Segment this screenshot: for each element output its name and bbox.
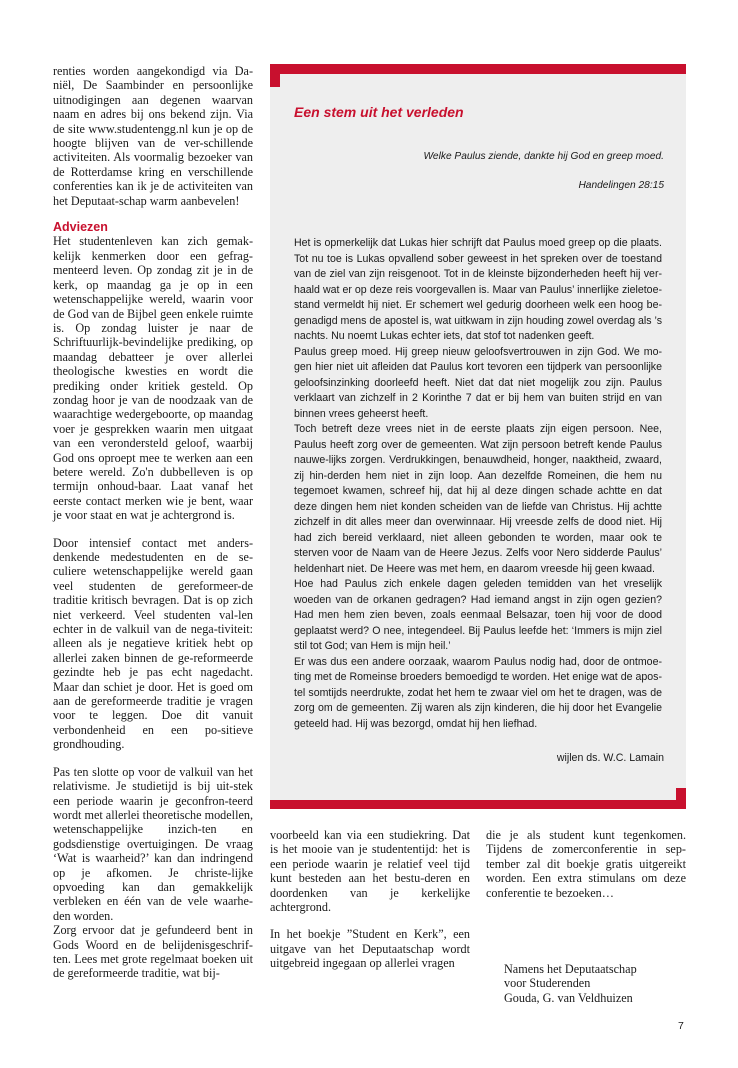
box-title: Een stem uit het verleden <box>294 104 464 120</box>
box-paragraph: Er was dus een andere oorzaak, waarom Paulus nodig had, door de ontmoe-ting met de Romeinse broeders bemoedigd te worden. Het enige wat de apos-tel somtijds neerdrukte, zodat het hem te zwaar viel om het te dragen, was de zorg om de gemeenten. Zij waren als zijn kinderen, die hij door het Evangelie geteeld had. Hij was bezorgd, omdat hij hen liefhad. <box>294 655 662 730</box>
box-author: wijlen ds. W.C. Lamain <box>556 752 664 764</box>
signature-line: voor Studerenden <box>504 976 591 991</box>
box-top-border <box>270 64 686 74</box>
signature-line: Namens het Deputaatschap <box>504 962 637 976</box>
body-paragraph: voorbeeld kan via een studiekring. Dat is het mooie van je studententijd: het is een periode waarin je relatief veel tijd kunt besteden aan het bestu-deren en doordenken van je kerkelijke achtergrond. <box>270 828 470 915</box>
left-column <box>53 64 253 981</box>
box-paragraph: Paulus greep moed. Hij greep nieuw geloofsvertrouwen in zijn God. We mo-gen hier niet uit afleiden dat Paulus kort tevoren een tijdperk van persoonlijke geloofsinzinking doorleefd heeft. Niet dat dat niet mogelijk zou zijn. Paulus verklaart van zichzelf in 2 Korinthe 7 dat er bij hem van buiten strijd en van binnen vrees geheerst heeft. <box>294 345 662 420</box>
body-paragraph: Het studentenleven kan zich gemak-kelijk kenmerken door een gefrag-menteerd leven. Op zondag zit je in de kerk, op maandag ga je op in een wetenschappelijke wereld, waarin voor de God van de Bijbel geen enkele ruimte is. Op zondag luister je naar de Schriftuurlijk-bevindelijke prediking, op maandag debatteer je over allerlei theologische kwesties en wordt die prediking onder kritiek gesteld. Op zondag hoor je van de noodzaak van de waarachtige wedergeboorte, op maandag voer je gesprekken waarin men uitgaat van een verondersteld geloof, waarbij God ons oproept mee te werken aan een betere wereld. Zo'n dubbelleven is op termijn onhoud-baar. Laat vanaf het eerste contact merken wie je bent, waar je voor staat en wat je achtergrond is. <box>53 234 253 523</box>
body-paragraph: Zorg ervoor dat je gefundeerd bent in Gods Woord en de belijdenisgeschrif-ten. Lees met grote regelmaat boeken uit de gereformeerde traditie, wat bij- <box>53 923 253 981</box>
section-heading-adviezen: Adviezen <box>53 220 108 235</box>
right-column <box>486 828 686 900</box>
box-body <box>294 236 662 732</box>
box-paragraph: Hoe had Paulus zich enkele dagen geleden temidden van het vreselijk woeden van de orkanen gedragen? Had iemand angst in zijn ogen gezien? Had men hem zien beven, zoals eenmaal Belsazar, toen hij voor de dood geplaatst werd? O nee, integendeel. Bij Paulus leefde het: ‘Immers is mijn ziel stil tot God; van Hem is mijn heil.’ <box>294 578 662 652</box>
box-paragraph: Het is opmerkelijk dat Lukas hier schrijft dat Paulus moed greep op die plaats. Tot nu toe is Lukas opvallend sober geweest in het spreken over de toestand van de ziel van zijn reisgenoot. Tot in de kleinste bijzonderheden heeft hij ver-haald wat er op deze reis voorgevallen is. Maar van Paulus’ innerlijke zieletoe-stand vermeldt hij niet. Er schemert wel gedurig doorheen welk een hoog be-genadigd mens de apostel is, wat uitkwam in zijn houding zowel overdag als ’s nachts. Nu noemt Lukas echter iets, dat stof tot nadenken geeft. <box>294 237 662 342</box>
box-corner-accent <box>270 64 280 87</box>
signature-line: Gouda, G. van Veldhuizen <box>504 990 633 1005</box>
box-bottom-border <box>270 800 686 809</box>
body-paragraph: Pas ten slotte op voor de valkuil van het relativisme. Je studietijd is bij uit-stek een periode waarin je geconfron-teerd wordt met allerlei theoretische modellen, wetenschappelijke inzich-ten en godsdienstige overtuigingen. De vraag ‘Wat is waarheid?’ kan dan indringend op je afkomen. Je christe-lijke opvoeding kan dan gemakkelijk verbleken en één van de vele waarhe-den worden. <box>53 764 254 923</box>
intro-paragraph: renties worden aangekondigd via Da-niël, De Saambinder en persoonlijke uitnodigingen aan degenen waarvan naam en adres bij ons bekend zijn. Via de site www.studentengg.nl kun je op de hoogte blijven van de ver-schillende activiteiten. Als voormalig bezoeker van de Rotterdamse kring en verschillende conferenties kan ik je de activiteiten van het Deputaat-schap warm aanbevelen! <box>53 64 253 208</box>
body-paragraph: In het boekje ”Student en Kerk”, een uitgave van het Deputaatschap wordt uitgebreid ingegaan op allerlei vragen <box>270 927 470 971</box>
page-number: 7 <box>678 1020 684 1032</box>
signature-block <box>504 962 637 1005</box>
bible-reference: Handelingen 28:15 <box>578 180 664 191</box>
body-paragraph: Door intensief contact met anders-denkende medestudenten en de se-culiere wetenschappelijke wereld gaan veel studenten de gereformeer-de traditie kritisch bevragen. Dat is op zich niet verkeerd. Veel studenten val-len echter in de valkuil van de nega-tiviteit: alleen als je negatieve kritiek hebt op allerlei zaken binnen de ge-reformeerde gezindte heb je pas echt nagedacht. Maar dan schiet je door. Het is goed om aan de gereformeerde traditie je vragen voor te leggen. Doe dit vanuit verbondenheid en een po-sitieve grondhouding. <box>53 535 253 752</box>
box-paragraph: Toch betreft deze vrees niet in de eerste plaats zijn eigen persoon. Nee, Paulus heeft zorg over de gemeenten. Wat zijn persoon betreft kende Paulus nauwe-lijks zorgen. Verdrukkingen, benauwdheid, honger, naaktheid, zwaard, zij hin-derden hem niet in zijn loop. Aan dezelfde Romeinen, die hem nu tegemoet kwamen, schreef hij, dat hij al deze dingen schade achtte en dat deze dingen hem niet konden scheiden van de liefde van Christus. Hij achtte zichzelf in dit alles meer dan overwinnaar. Hij vreesde zelfs de dood niet. Hij had zich bereid verklaard, niet alleen gebonden te worden, maar ook te sterven voor de Naam van de Heere Jezus. Zelfs voor Nero sidderde Paulus’ heldenhart niet. De Heere was met hem, en daarom vreesde hij geen kwaad. <box>294 423 662 575</box>
box-corner-accent <box>676 788 686 809</box>
body-paragraph: die je als student kunt tegenkomen. Tijdens de zomerconferentie in sep-tember zal dit boekje gratis uitgereikt worden. Een extra stimulans om deze conferentie te bezoeken… <box>486 828 686 900</box>
middle-column <box>270 828 470 971</box>
bible-quote: Welke Paulus ziende, dankte hij God en greep moed. <box>423 151 664 162</box>
